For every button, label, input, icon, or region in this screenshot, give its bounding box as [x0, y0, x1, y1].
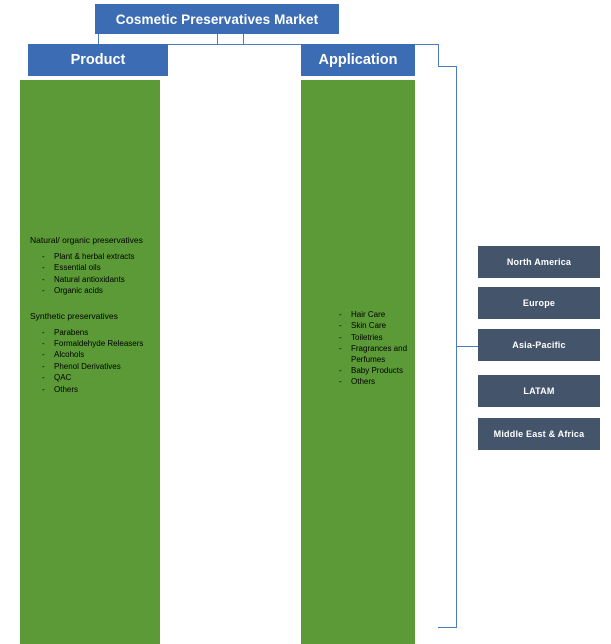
list-item: - Hair Care — [351, 310, 415, 320]
list-item: - Alcohols — [54, 350, 160, 360]
region-box-north-america: North America — [478, 246, 600, 278]
list-item: - Essential oils — [54, 263, 160, 273]
list-item: - Toiletries — [351, 333, 415, 343]
list-item: - Fragrances and Perfumes — [351, 344, 415, 365]
region-bracket-bottom-arm — [438, 627, 457, 628]
region-box-latam: LATAM — [478, 375, 600, 407]
list-item: - Parabens — [54, 328, 160, 338]
list-item: - Plant & herbal extracts — [54, 252, 160, 262]
connector-mid-tick — [243, 34, 244, 44]
product-content — [20, 235, 160, 396]
list-item: - Formaldehyde Releasers — [54, 339, 160, 349]
region-bracket-top-arm — [438, 66, 457, 67]
connector-title-stem — [217, 34, 218, 44]
category-header-product: Product — [28, 44, 168, 76]
region-box-europe: Europe — [478, 287, 600, 319]
category-body-application — [301, 80, 415, 644]
diagram-title: Cosmetic Preservatives Market — [95, 4, 339, 34]
list-item: - Natural antioxidants — [54, 275, 160, 285]
connector-right-drop — [438, 44, 439, 66]
region-bracket-mid-arm — [456, 346, 478, 347]
list-item: - Others — [351, 377, 415, 387]
list-item: - Phenol Derivatives — [54, 362, 160, 372]
product-group-title-natural: Natural/ organic preservatives — [30, 235, 143, 245]
connector-left-tick — [98, 34, 99, 44]
list-item: - QAC — [54, 373, 160, 383]
region-box-asia-pacific: Asia-Pacific — [478, 329, 600, 361]
category-header-application: Application — [301, 44, 415, 76]
product-natural-list — [54, 252, 160, 297]
application-content — [301, 310, 415, 389]
list-item: - Others — [54, 385, 160, 395]
list-item: - Skin Care — [351, 321, 415, 331]
list-item: - Baby Products — [351, 366, 415, 376]
region-box-middle-east-africa: Middle East & Africa — [478, 418, 600, 450]
category-body-product — [20, 80, 160, 644]
region-bracket-spine — [456, 67, 457, 627]
list-item: - Organic acids — [54, 286, 160, 296]
product-group-title-synthetic: Synthetic preservatives — [30, 310, 118, 321]
application-list — [351, 310, 415, 388]
product-synthetic-list — [54, 328, 160, 395]
